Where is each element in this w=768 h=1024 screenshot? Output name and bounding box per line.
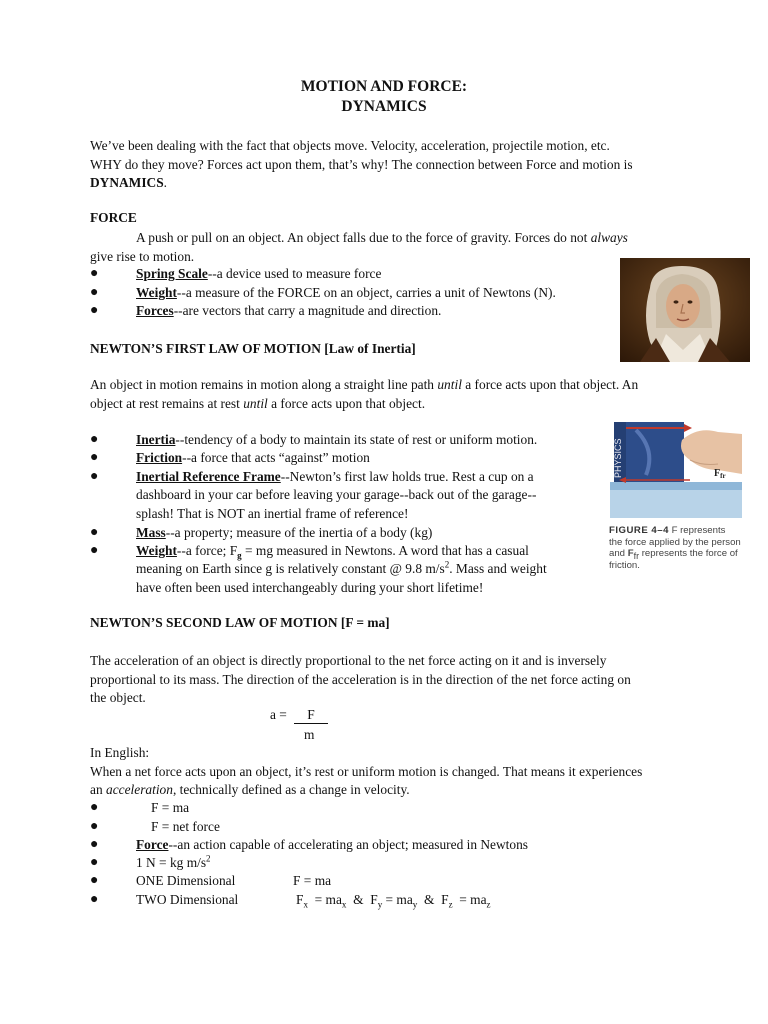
bullet-icon: ● [90, 525, 99, 540]
page-title: MOTION AND FORCE: [300, 78, 468, 95]
figure-caption: FIGURE 4–4 F represents the force applied by the person and $F_{fr}$ represents the force of friction. [609, 525, 741, 571]
friction-figure-image [606, 420, 746, 520]
bullet-icon: ● [90, 855, 99, 870]
list-item-continuation: dashboard in your car before leaving your garage--back out of the garage-- splash! That is NOT an inertial frame of reference! [136, 487, 537, 521]
english-paragraph: In English: When a net force acts upon an object, it’s rest or uniform motion is changed. That means it experiences an acceleration, technically defined as a change in velocity. [90, 745, 643, 797]
bullet-icon: ● [90, 837, 99, 852]
bullet-icon: ● [90, 285, 99, 300]
list-item-continuation: meaning on Earth since g is relatively constant @ 9.8 $m/s^2$. Mass and weight have often been used interchangeably during your short lifetime! [136, 559, 547, 595]
first-law-paragraph: An object in motion remains in motion along a straight line path until a force acts upon that object. An object at rest remains at rest until a force acts upon that object. [90, 377, 639, 411]
svg-text:Ffr: $F_{fr}$ [714, 468, 726, 480]
second-law-heading: NEWTON’S SECOND LAW OF MOTION [F = ma] [90, 615, 390, 630]
intro-paragraph: We’ve been dealing with the fact that objects move. Velocity, acceleration, projectile motion, etc. WHY do they move? Forces act upon them, that’s why! The connection between Force and motion is DYNAMICS. [90, 138, 633, 190]
bullet-icon: ● [90, 892, 99, 907]
formula-a-equals-f-over-m: a = F m [270, 707, 287, 723]
book-spine-text: PHYSICS [613, 438, 623, 478]
force-description: A push or pull on an object. An object falls due to the force of gravity. Forces do not always give rise to motion. [90, 230, 628, 264]
bullet-icon: ● [90, 469, 99, 484]
bullet-icon: ● [90, 266, 99, 281]
force-heading: FORCE [90, 210, 137, 225]
newton-portrait-image [620, 258, 750, 362]
portrait-illustration [620, 258, 750, 362]
bullet-icon: ● [90, 303, 99, 318]
bullet-icon: ● [90, 450, 99, 465]
bullet-icon: ● [90, 819, 99, 834]
second-law-paragraph: The acceleration of an object is directly proportional to the net force acting on it and is inversely proportional to its mass. The direction of the acceleration is in the direction of the net force acting on the object. [90, 653, 631, 705]
first-law-heading: NEWTON’S FIRST LAW OF MOTION [Law of Inertia] [90, 341, 416, 356]
page-subtitle: DYNAMICS [341, 98, 427, 115]
bullet-icon: ● [90, 873, 99, 888]
friction-illustration [606, 420, 746, 520]
bullet-icon: ● [90, 432, 99, 447]
bullet-icon: ● [90, 800, 99, 815]
bullet-icon: ● [90, 543, 99, 558]
